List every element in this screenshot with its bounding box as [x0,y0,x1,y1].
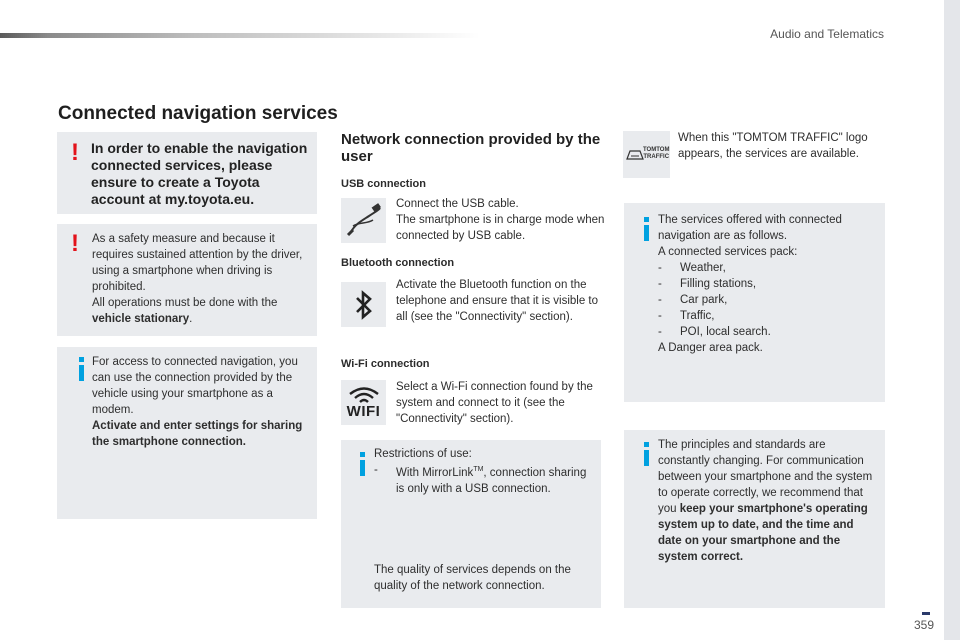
usb-heading: USB connection [341,178,426,190]
warning-box-account [57,132,317,214]
bluetooth-tile [341,282,386,327]
wifi-text: Select a Wi-Fi connection found by the system and connect to it (see the "Connectivity" section). [396,381,593,425]
wifi-tile [341,380,386,425]
restrictions-item: - With MirrorLink™, connection sharing is only with a USB connection. [374,464,587,495]
tomtom-text: When this "TOMTOM TRAFFIC" logo appears, the services are available. [678,132,868,160]
list-item: - Traffic, [658,310,715,322]
header-gradient-bar [0,33,480,38]
warning-safety-text: As a safety measure and because it requires sustained attention by the driver, using a smartphone when driving is prohibited. All operations must be done with the vehicle stationary. [92,233,303,325]
tomtom-logo-tile [623,131,670,178]
corner-mark [922,612,930,615]
usb-cable-icon [345,202,383,240]
warning-box-safety [57,224,317,336]
bluetooth-icon [352,289,376,321]
info-icon [353,452,373,476]
list-item: - Filling stations, [658,278,757,290]
info-box-restrictions [341,440,601,608]
list-item: - Car park, [658,294,728,306]
list-item: - POI, local search. [658,326,771,338]
warning-account-text: In order to enable the navigation connected services, please ensure to create a Toyota account at my.toyota.eu. [91,140,308,207]
page-edge-strip [944,0,960,640]
wifi-icon-label: WIFI [346,403,381,420]
info-box-principles [624,430,885,608]
section-title-network: Network connection provided by the user [341,131,601,165]
usb-text: Connect the USB cable. The smartphone is in charge mode when connected by USB cable. [396,198,605,242]
info-icon [72,357,92,381]
services-text: The services offered with connected navigation are as follows. A connected services pack: - Weather, - Filling stations, - Car park, - Traffic, - POI, local search. A Danger area pack. [658,212,880,356]
list-item: - Weather, [658,262,726,274]
page-number: 359 [913,618,934,632]
restrictions-text [374,446,596,497]
wifi-heading: Wi-Fi connection [341,358,430,370]
tomtom-traffic-icon [625,147,645,161]
info-access-text: For access to connected navigation, you can use the connection provided by the vehicle using your smartphone as a modem. Activate and enter settings for sharing the smartphone connection. [92,356,303,448]
warning-icon: ! [71,139,79,166]
page-title: Connected navigation services [58,103,338,124]
header-section-title: Audio and Telematics [770,27,884,41]
tomtom-logo-text: TOMTOM TRAFFIC [643,147,670,160]
quality-text: The quality of services depends on the quality of the network connection. [374,564,571,592]
info-icon [637,217,657,241]
info-box-access [57,347,317,519]
bluetooth-text: Activate the Bluetooth function on the telephone and ensure that it is visible to all (see the "Connectivity" section). [396,279,599,323]
restrictions-heading: Restrictions of use: [374,448,472,460]
wifi-icon [347,386,381,404]
bluetooth-heading: Bluetooth connection [341,257,455,269]
principles-text: The principles and standards are constantly changing. For communication between your smartphone and the system to operate correctly, we recommend that you keep your smartphone's operating system up to date, and the time and date on your smartphone and the system correct. [658,439,873,563]
usb-cable-tile [341,198,386,243]
info-box-services [624,203,885,402]
warning-icon: ! [71,230,79,257]
info-icon [637,442,657,466]
